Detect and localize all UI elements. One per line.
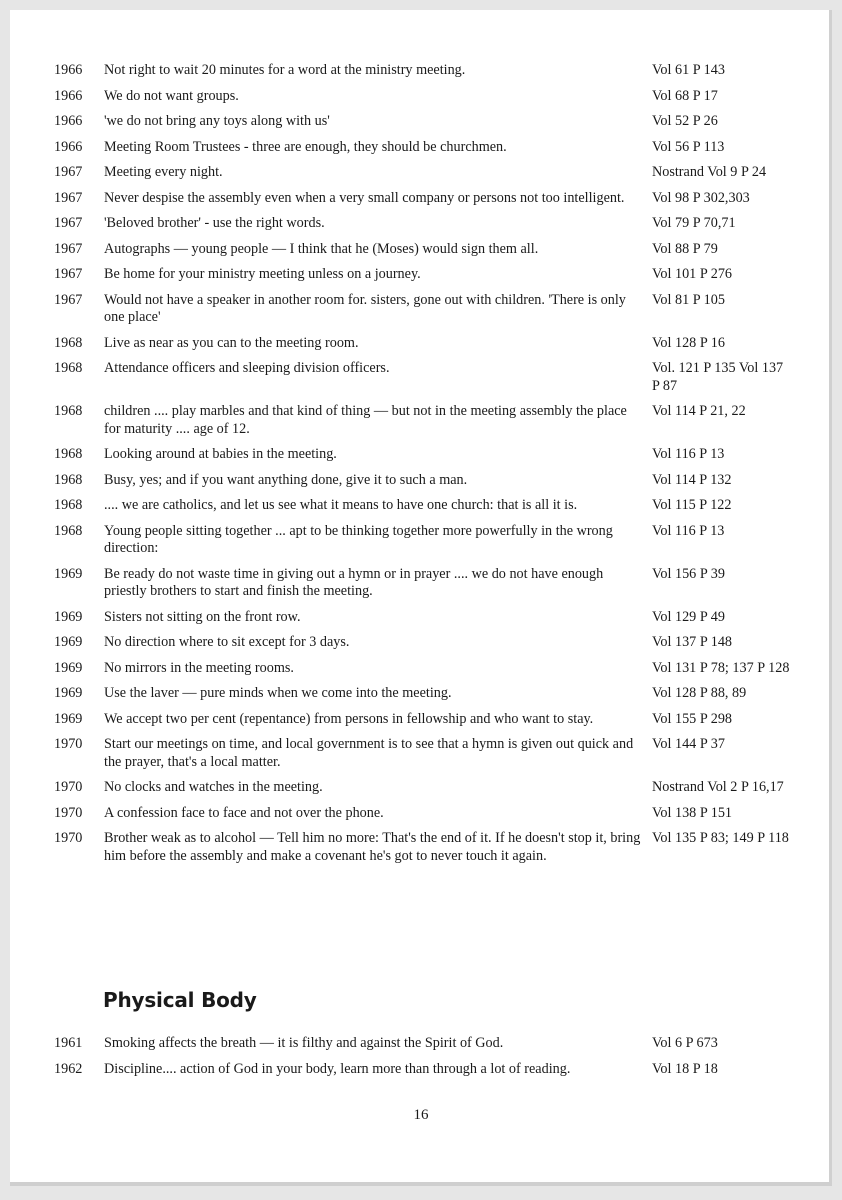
entry-row — [54, 566, 814, 601]
entry-text: 'we do not bring any toys along with us' — [104, 113, 330, 129]
entry-year: 1969 — [54, 634, 83, 650]
entry-year: 1968 — [54, 334, 83, 351]
page-number: 16 — [413, 1107, 429, 1123]
entry-text: .... we are catholics, and let us see what it means to have one church: that is all it is. — [104, 497, 578, 513]
entry-year: 1970 — [54, 804, 83, 821]
entry-text: No mirrors in the meeting rooms. — [104, 659, 294, 676]
entry-reference: Vol 155 P 298 — [652, 710, 733, 727]
entry-text: Smoking affects the breath — it is filthy and against the Spirit of God. — [104, 1035, 504, 1051]
entry-reference: Vol 137 P 148 — [652, 634, 733, 650]
entry-year: 1968 — [54, 446, 83, 462]
entry-year: 1966 — [54, 113, 83, 129]
entry-text: Start our meetings on time, and local government is to see that a hymn is given out quick and the prayer, that's a local matter. — [104, 736, 634, 770]
entry-reference: Vol 114 P 21, 22 — [652, 403, 746, 419]
entry-reference: Vol 81 P 105 — [652, 291, 725, 308]
entry-year: 1970 — [54, 830, 83, 846]
entry-year: 1968 — [54, 522, 83, 539]
entry-text: Meeting every night. — [104, 164, 223, 180]
entry-reference: Vol 156 P 39 — [652, 565, 725, 582]
entry-year: 1962 — [54, 1060, 83, 1077]
entry-reference: Vol 116 P 13 — [652, 446, 725, 462]
entry-reference: Vol 131 P 78; 137 P 128 — [652, 659, 790, 676]
entry-reference: Vol 101 P 276 — [652, 266, 733, 282]
entry-row — [54, 609, 814, 627]
entry-year: 1967 — [54, 291, 83, 308]
entry-reference: Vol 61 P 143 — [652, 62, 725, 78]
entry-text: Use the laver — pure minds when we come into the meeting. — [104, 685, 452, 701]
entry-reference: Vol 115 P 122 — [652, 497, 732, 513]
entry-text: Busy, yes; and if you want anything done, give it to such a man. — [104, 471, 468, 488]
physical-body-entries-list — [54, 1035, 814, 1086]
entry-reference: Nostrand Vol 2 P 16,17 — [652, 779, 784, 795]
entry-row — [54, 523, 814, 558]
entry-row — [54, 685, 814, 703]
entry-text: We do not want groups. — [104, 87, 239, 104]
entry-text: Young people sitting together ... apt to be thinking together more powerfully in the wrong direction: — [104, 522, 613, 556]
entry-reference: Vol 88 P 79 — [652, 240, 718, 257]
entry-row — [54, 266, 814, 284]
entry-year: 1969 — [54, 565, 83, 582]
entry-year: 1968 — [54, 360, 83, 376]
entry-year: 1969 — [54, 659, 83, 676]
entry-year: 1968 — [54, 497, 83, 513]
entry-text: No clocks and watches in the meeting. — [104, 779, 323, 795]
entry-row — [54, 360, 814, 395]
entry-year: 1970 — [54, 779, 83, 795]
entry-year: 1967 — [54, 240, 83, 257]
entry-reference: Nostrand Vol 9 P 24 — [652, 164, 767, 180]
entry-text: No direction where to sit except for 3 days. — [104, 634, 350, 650]
entry-row — [54, 292, 814, 327]
entry-reference: Vol 135 P 83; 149 P 118 — [652, 830, 789, 846]
entry-reference: Vol 128 P 88, 89 — [652, 685, 747, 701]
entry-row — [54, 335, 814, 353]
entry-row — [54, 139, 814, 157]
entry-reference: Vol 18 P 18 — [652, 1060, 718, 1077]
entry-text: children .... play marbles and that kind of thing — but not in the meeting assembly the place for maturity .... age of 12. — [104, 403, 627, 437]
entry-text: Live as near as you can to the meeting room. — [104, 334, 359, 351]
entry-row — [54, 164, 814, 182]
entry-text: Brother weak as to alcohol — Tell him no more: That's the end of it. If he doesn't stop it, bring him before the assembly and make a covenant he's got to never touch it again. — [104, 830, 641, 864]
entry-row — [54, 660, 814, 678]
entry-text: We accept two per cent (repentance) from persons in fellowship and who want to stay. — [104, 710, 594, 727]
entry-row — [54, 497, 814, 515]
section-heading: Physical Body — [103, 988, 257, 1012]
entry-row — [54, 241, 814, 259]
entry-reference: Vol 129 P 49 — [652, 608, 725, 625]
entry-row — [54, 215, 814, 233]
entry-year: 1966 — [54, 87, 83, 104]
entry-reference: Vol 79 P 70,71 — [652, 215, 736, 231]
entry-row — [54, 446, 814, 464]
entry-row — [54, 634, 814, 652]
entry-reference: Vol 6 P 673 — [652, 1035, 718, 1051]
entry-text: Would not have a speaker in another room for. sisters, gone out with children. 'There is only one place' — [104, 291, 626, 325]
entry-row — [54, 830, 814, 865]
entry-text: Meeting Room Trustees - three are enough, they should be churchmen. — [104, 138, 507, 155]
entry-row — [54, 779, 814, 797]
entry-year: 1967 — [54, 189, 83, 206]
entry-reference: Vol 114 P 132 — [652, 471, 732, 488]
entry-row — [54, 403, 814, 438]
entry-text: Autographs — young people — I think that he (Moses) would sign them all. — [104, 240, 539, 257]
entry-year: 1969 — [54, 685, 83, 701]
entry-row — [54, 472, 814, 490]
entry-row — [54, 1061, 814, 1079]
entry-text: Never despise the assembly even when a very small company or persons not too intelligent. — [104, 189, 625, 206]
entry-year: 1961 — [54, 1035, 83, 1051]
entry-row — [54, 736, 814, 771]
entry-row — [54, 88, 814, 106]
entry-reference: Vol 52 P 26 — [652, 113, 718, 129]
entry-year: 1967 — [54, 215, 83, 231]
entry-reference: Vol 116 P 13 — [652, 522, 725, 539]
entry-year: 1969 — [54, 608, 83, 625]
entry-text: Be ready do not waste time in giving out a hymn or in prayer .... we do not have enough priestly brothers to start and finish the meeting. — [104, 565, 604, 599]
entry-year: 1967 — [54, 164, 83, 180]
entry-row — [54, 1035, 814, 1053]
entry-row — [54, 190, 814, 208]
entry-text: Be home for your ministry meeting unless on a journey. — [104, 266, 421, 282]
entry-row — [54, 62, 814, 80]
entry-reference: Vol 68 P 17 — [652, 87, 718, 104]
entry-text: Discipline.... action of God in your body, learn more than through a lot of reading. — [104, 1060, 571, 1077]
entry-text: Sisters not sitting on the front row. — [104, 608, 301, 625]
entry-year: 1970 — [54, 736, 83, 752]
entry-text: Not right to wait 20 minutes for a word at the ministry meeting. — [104, 62, 466, 78]
entries-list — [54, 62, 814, 873]
entry-text: A confession face to face and not over the phone. — [104, 804, 384, 821]
entry-text: Attendance officers and sleeping division officers. — [104, 360, 390, 376]
entry-reference: Vol 98 P 302,303 — [652, 189, 750, 206]
entry-reference: Vol 56 P 113 — [652, 138, 725, 155]
entry-text: Looking around at babies in the meeting. — [104, 446, 337, 462]
entry-row — [54, 711, 814, 729]
entry-year: 1968 — [54, 471, 83, 488]
entry-text: 'Beloved brother' - use the right words. — [104, 215, 325, 231]
entry-reference: Vol 144 P 37 — [652, 736, 725, 752]
entry-year: 1967 — [54, 266, 83, 282]
entry-reference: Vol. 121 P 135 Vol 137 P 87 — [652, 360, 784, 394]
entry-year: 1966 — [54, 62, 83, 78]
entry-year: 1966 — [54, 138, 83, 155]
entry-year: 1969 — [54, 710, 83, 727]
entry-year: 1968 — [54, 403, 83, 419]
entry-row — [54, 805, 814, 823]
entry-reference: Vol 128 P 16 — [652, 334, 725, 351]
entry-row — [54, 113, 814, 131]
document-page — [10, 10, 832, 1186]
entry-reference: Vol 138 P 151 — [652, 804, 733, 821]
